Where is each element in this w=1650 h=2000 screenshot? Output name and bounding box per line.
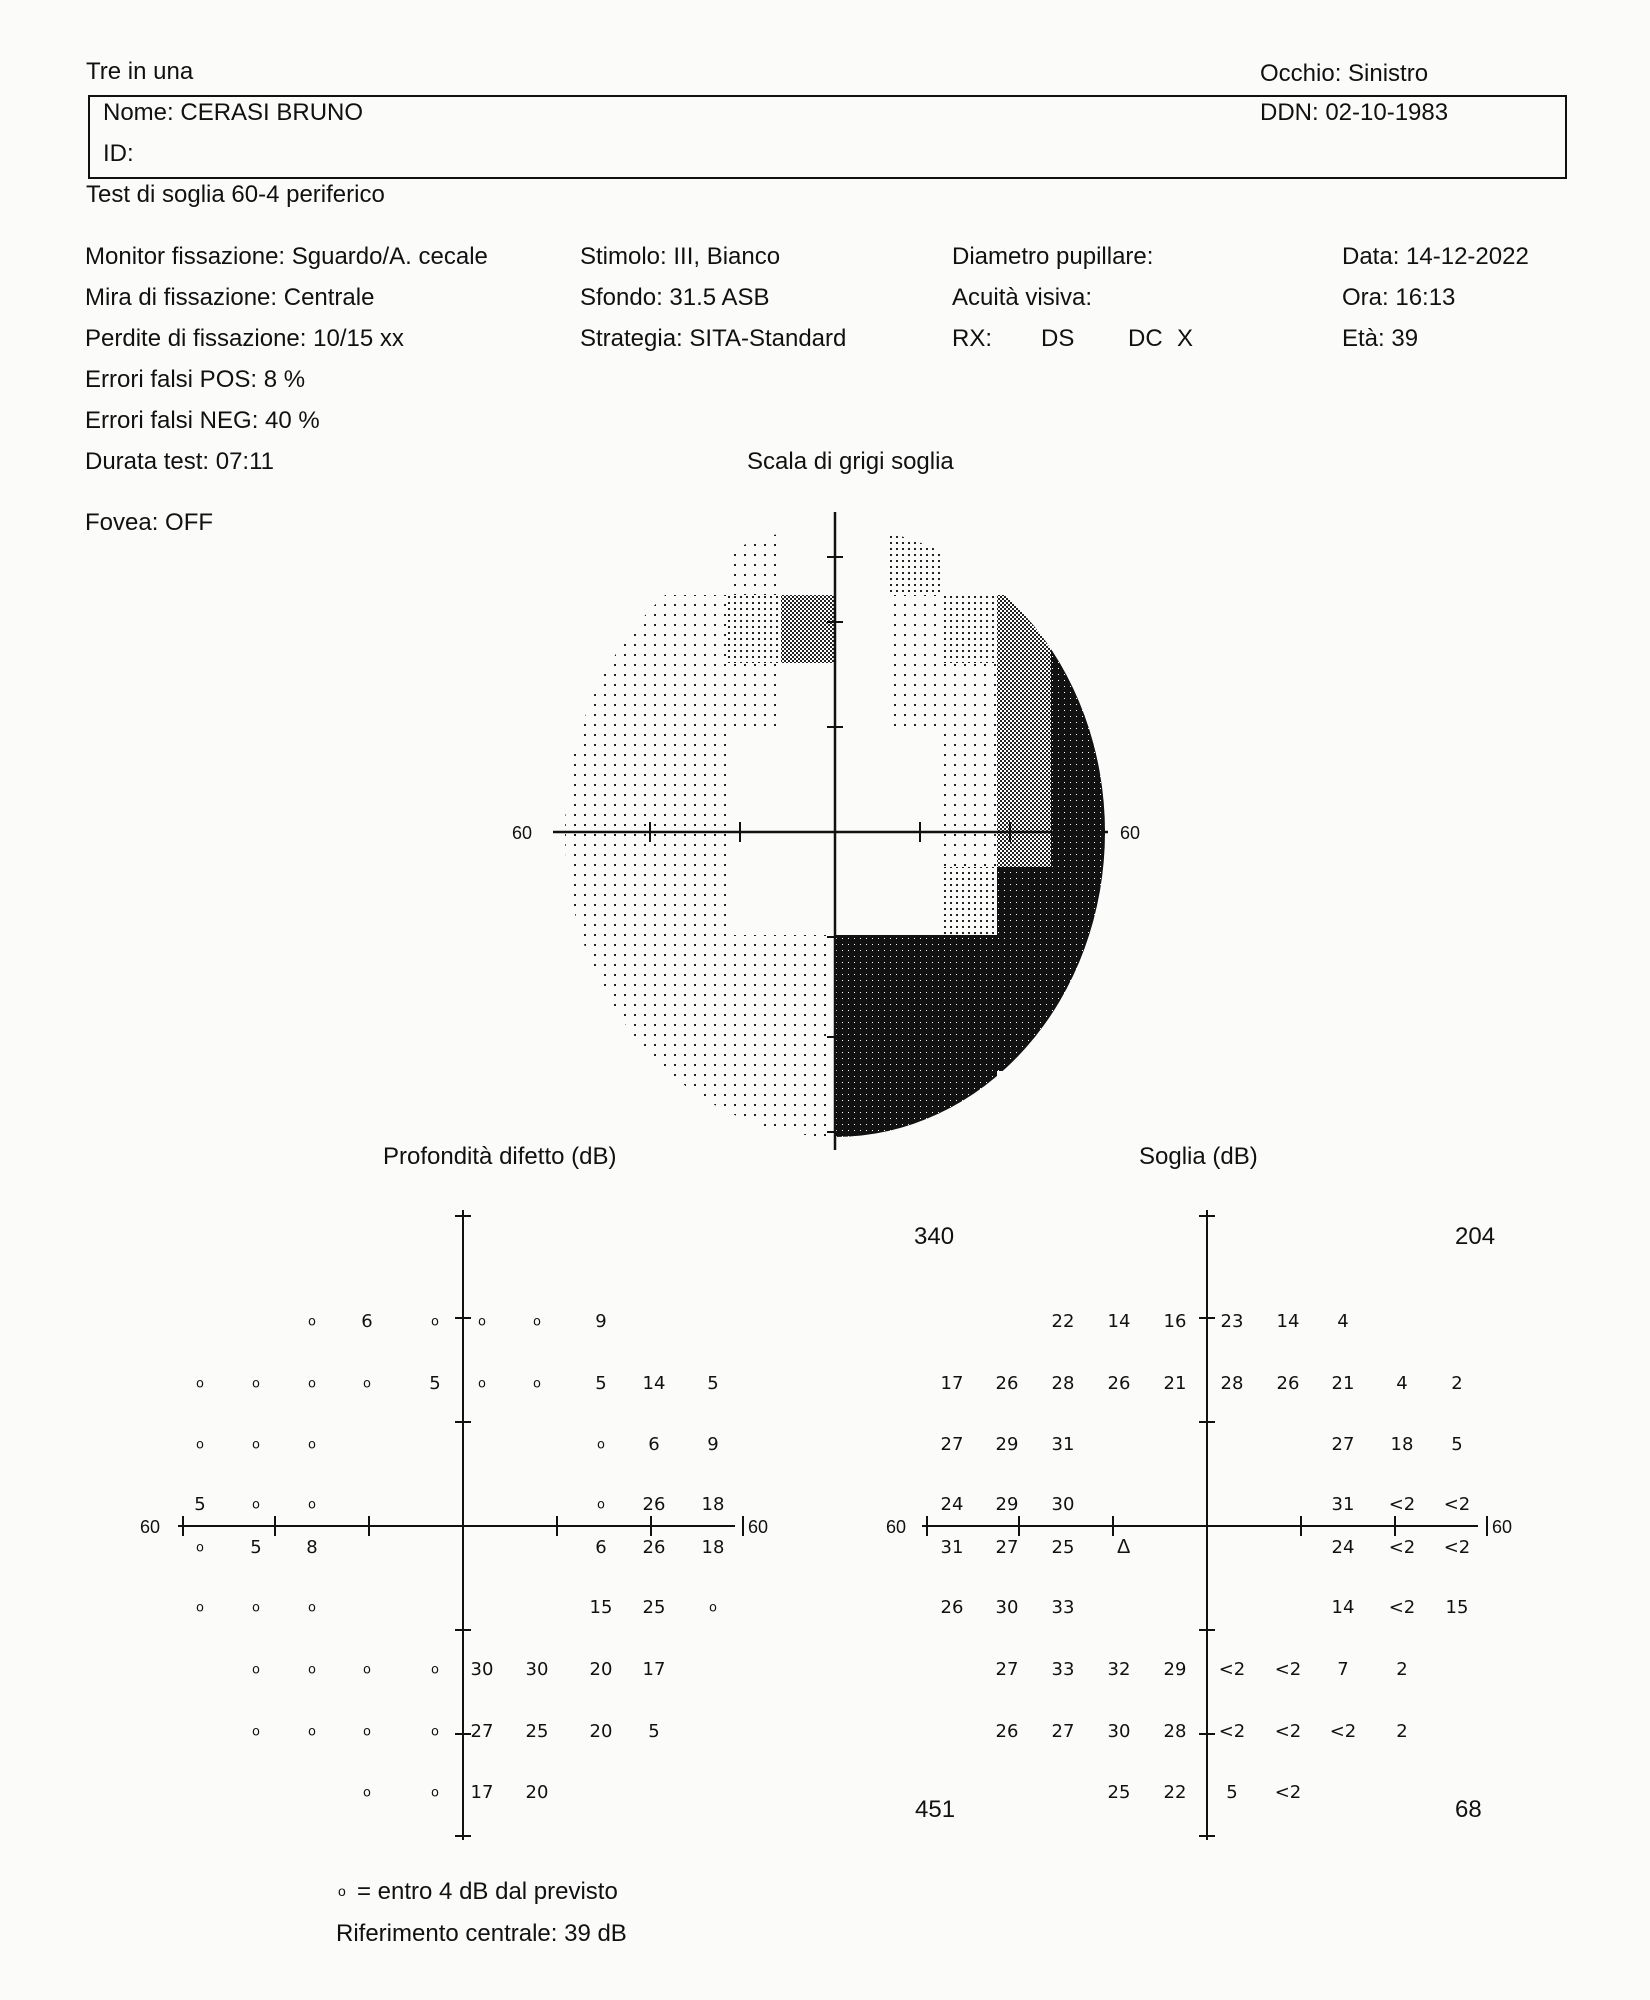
defect-value-r2-c7: o — [597, 1437, 605, 1453]
threshold-value-r7-c5: <2 — [1218, 1721, 1246, 1742]
threshold-value-r2-c9: 5 — [1451, 1434, 1463, 1455]
false-neg-errors: Errori falsi NEG: 40 % — [85, 407, 320, 434]
fixation-losses: Perdite di fissazione: 10/15 xx — [85, 325, 404, 352]
threshold-value-r6-c4: 29 — [1163, 1659, 1187, 1680]
threshold-title: Soglia (dB) — [1139, 1143, 1258, 1170]
fovea-status: Fovea: OFF — [85, 509, 214, 536]
threshold-value-r6-c5: <2 — [1218, 1659, 1246, 1680]
patient-id: ID: — [103, 140, 134, 167]
threshold-value-r5-c1: 30 — [995, 1597, 1019, 1618]
defect-value-r5-c0: o — [196, 1600, 204, 1616]
patient-name: Nome: CERASI BRUNO — [103, 99, 364, 126]
defect-value-r1-c8: 14 — [642, 1373, 666, 1394]
rx-axis: X — [1177, 325, 1194, 352]
threshold-value-r8-c4: 22 — [1163, 1782, 1187, 1803]
defect-value-r0-c4: o — [431, 1314, 439, 1330]
patient-age: Età: 39 — [1342, 325, 1419, 352]
threshold-value-r1-c2: 28 — [1051, 1373, 1075, 1394]
pupil-diameter: Diametro pupillare: — [952, 243, 1154, 270]
test-name: Test di soglia 60-4 periferico — [86, 181, 385, 208]
threshold-value-r7-c8: 2 — [1396, 1721, 1408, 1742]
defect-value-r3-c1: o — [252, 1497, 260, 1513]
threshold-value-r4-c9: <2 — [1443, 1537, 1471, 1558]
threshold-axis-left: 60 — [886, 1517, 907, 1537]
threshold-value-r8-c3: 25 — [1107, 1782, 1131, 1803]
threshold-value-r7-c6: <2 — [1274, 1721, 1302, 1742]
defect-value-r1-c6: o — [533, 1376, 541, 1392]
threshold-value-r0-c7: 4 — [1337, 1311, 1349, 1332]
threshold-value-r4-c1: 27 — [995, 1537, 1019, 1558]
threshold-value-r0-c3: 14 — [1107, 1311, 1131, 1332]
threshold-value-r2-c1: 29 — [995, 1434, 1019, 1455]
defect-value-r3-c0: 5 — [194, 1494, 206, 1515]
strategy: Strategia: SITA-Standard — [580, 325, 847, 352]
defect-value-r5-c7: 15 — [589, 1597, 613, 1618]
threshold-value-r6-c1: 27 — [995, 1659, 1019, 1680]
threshold-value-r2-c0: 27 — [940, 1434, 964, 1455]
threshold-value-r2-c8: 18 — [1390, 1434, 1414, 1455]
threshold-axis-right: 60 — [1492, 1517, 1513, 1537]
defect-value-r1-c3: o — [363, 1376, 371, 1392]
threshold-value-r1-c0: 17 — [940, 1373, 964, 1394]
defect-value-r7-c3: o — [363, 1724, 371, 1740]
defect-value-r4-c9: 18 — [701, 1537, 725, 1558]
defect-legend: = entro 4 dB dal previsto — [357, 1878, 618, 1905]
rx-ds: DS — [1041, 325, 1075, 352]
defect-value-r5-c9: o — [709, 1600, 717, 1616]
defect-value-r0-c5: o — [478, 1314, 486, 1330]
defect-value-r6-c6: 30 — [525, 1659, 549, 1680]
defect-value-r4-c1: 5 — [250, 1537, 262, 1558]
threshold-value-r8-c6: <2 — [1274, 1782, 1302, 1803]
threshold-value-r3-c9: <2 — [1443, 1494, 1471, 1515]
date-of-birth: DDN: 02-10-1983 — [1260, 99, 1449, 126]
defect-value-r6-c3: o — [363, 1662, 371, 1678]
legend-symbol: o — [338, 1883, 346, 1899]
threshold-value-r5-c7: 14 — [1331, 1597, 1355, 1618]
defect-value-r6-c7: 20 — [589, 1659, 613, 1680]
defect-value-r7-c7: 20 — [589, 1721, 613, 1742]
threshold-value-r1-c9: 2 — [1451, 1373, 1463, 1394]
threshold-value-r4-c0: 31 — [940, 1537, 964, 1558]
defect-depth-title: Profondità difetto (dB) — [383, 1143, 617, 1170]
quadrant-sum-lr: 68 — [1455, 1796, 1482, 1823]
defect-value-r3-c8: 26 — [642, 1494, 666, 1515]
defect-value-r0-c7: 9 — [595, 1311, 607, 1332]
rx-dc: DC — [1128, 325, 1163, 352]
defect-value-r6-c8: 17 — [642, 1659, 666, 1680]
threshold-value-r1-c1: 26 — [995, 1373, 1019, 1394]
threshold-value-r1-c7: 21 — [1331, 1373, 1355, 1394]
defect-value-r7-c5: 27 — [470, 1721, 494, 1742]
test-time: Ora: 16:13 — [1342, 284, 1456, 311]
defect-axis-left: 60 — [140, 1517, 161, 1537]
fixation-monitor: Monitor fissazione: Sguardo/A. cecale — [85, 243, 488, 270]
quadrant-sum-ll: 451 — [915, 1796, 956, 1823]
threshold-value-r2-c2: 31 — [1051, 1434, 1075, 1455]
threshold-value-r0-c5: 23 — [1220, 1311, 1244, 1332]
threshold-value-r3-c2: 30 — [1051, 1494, 1075, 1515]
threshold-value-r1-c5: 28 — [1220, 1373, 1244, 1394]
defect-value-r7-c4: o — [431, 1724, 439, 1740]
fixation-target: Mira di fissazione: Centrale — [85, 284, 375, 311]
defect-value-r3-c9: 18 — [701, 1494, 725, 1515]
defect-value-r0-c2: o — [308, 1314, 316, 1330]
eye-label: Occhio: Sinistro — [1260, 60, 1429, 87]
threshold-value-r6-c8: 2 — [1396, 1659, 1408, 1680]
threshold-value-r6-c6: <2 — [1274, 1659, 1302, 1680]
defect-value-r2-c9: 9 — [707, 1434, 719, 1455]
defect-value-r4-c2: 8 — [306, 1537, 318, 1558]
defect-value-r5-c1: o — [252, 1600, 260, 1616]
defect-value-r1-c2: o — [308, 1376, 316, 1392]
threshold-value-r0-c6: 14 — [1276, 1311, 1300, 1332]
background: Sfondo: 31.5 ASB — [580, 284, 770, 311]
defect-value-r5-c8: 25 — [642, 1597, 666, 1618]
defect-value-r8-c5: 17 — [470, 1782, 494, 1803]
defect-value-r8-c6: 20 — [525, 1782, 549, 1803]
threshold-value-r5-c9: 15 — [1445, 1597, 1469, 1618]
defect-value-r6-c5: 30 — [470, 1659, 494, 1680]
defect-value-r1-c1: o — [252, 1376, 260, 1392]
threshold-value-r3-c1: 29 — [995, 1494, 1019, 1515]
threshold-value-r6-c2: 33 — [1051, 1659, 1075, 1680]
threshold-value-r7-c2: 27 — [1051, 1721, 1075, 1742]
greyscale-axis-left: 60 — [512, 823, 533, 843]
defect-value-r4-c8: 26 — [642, 1537, 666, 1558]
defect-value-r7-c6: 25 — [525, 1721, 549, 1742]
stimulus: Stimolo: III, Bianco — [580, 243, 781, 270]
defect-value-r8-c4: o — [431, 1785, 439, 1801]
defect-value-r1-c9: 5 — [707, 1373, 719, 1394]
threshold-value-r3-c7: 31 — [1331, 1494, 1355, 1515]
threshold-value-r6-c3: 32 — [1107, 1659, 1131, 1680]
defect-value-r6-c1: o — [252, 1662, 260, 1678]
greyscale-title: Scala di grigi soglia — [747, 448, 954, 475]
quadrant-sum-ul: 340 — [914, 1223, 955, 1250]
defect-value-r7-c8: 5 — [648, 1721, 660, 1742]
defect-value-r2-c2: o — [308, 1437, 316, 1453]
threshold-value-r4-c7: 24 — [1331, 1537, 1355, 1558]
defect-value-r2-c0: o — [196, 1437, 204, 1453]
quadrant-sum-ur: 204 — [1455, 1223, 1496, 1250]
defect-value-r3-c2: o — [308, 1497, 316, 1513]
rx-label: RX: — [952, 325, 993, 352]
defect-value-r6-c2: o — [308, 1662, 316, 1678]
defect-value-r7-c1: o — [252, 1724, 260, 1740]
defect-value-r1-c0: o — [196, 1376, 204, 1392]
defect-value-r4-c0: o — [196, 1540, 204, 1556]
greyscale-axis-right: 60 — [1120, 823, 1141, 843]
threshold-value-r7-c7: <2 — [1329, 1721, 1357, 1742]
threshold-value-r2-c7: 27 — [1331, 1434, 1355, 1455]
threshold-value-r4-c8: <2 — [1388, 1537, 1416, 1558]
defect-value-r1-c4: 5 — [429, 1373, 441, 1394]
defect-value-r7-c2: o — [308, 1724, 316, 1740]
defect-value-r0-c3: 6 — [361, 1311, 373, 1332]
blind-spot-marker: Δ — [1117, 1536, 1131, 1558]
central-reference: Riferimento centrale: 39 dB — [336, 1920, 627, 1947]
threshold-value-r0-c2: 22 — [1051, 1311, 1075, 1332]
defect-value-r1-c5: o — [478, 1376, 486, 1392]
test-duration: Durata test: 07:11 — [85, 448, 274, 475]
test-date: Data: 14-12-2022 — [1342, 243, 1529, 270]
defect-value-r3-c7: o — [597, 1497, 605, 1513]
threshold-value-r5-c8: <2 — [1388, 1597, 1416, 1618]
threshold-value-r8-c5: 5 — [1226, 1782, 1238, 1803]
threshold-value-r7-c4: 28 — [1163, 1721, 1187, 1742]
report-title: Tre in una — [86, 58, 194, 85]
threshold-value-r5-c2: 33 — [1051, 1597, 1075, 1618]
defect-value-r5-c2: o — [308, 1600, 316, 1616]
threshold-value-r3-c8: <2 — [1388, 1494, 1416, 1515]
defect-value-r8-c3: o — [363, 1785, 371, 1801]
threshold-value-r0-c4: 16 — [1163, 1311, 1187, 1332]
threshold-value-r7-c1: 26 — [995, 1721, 1019, 1742]
threshold-value-r3-c0: 24 — [940, 1494, 964, 1515]
threshold-value-r1-c4: 21 — [1163, 1373, 1187, 1394]
defect-value-r6-c4: o — [431, 1662, 439, 1678]
visual-acuity: Acuità visiva: — [952, 284, 1093, 311]
defect-value-r1-c7: 5 — [595, 1373, 607, 1394]
threshold-value-r1-c3: 26 — [1107, 1373, 1131, 1394]
defect-value-r0-c6: o — [533, 1314, 541, 1330]
threshold-value-r7-c3: 30 — [1107, 1721, 1131, 1742]
defect-value-r4-c7: 6 — [595, 1537, 607, 1558]
threshold-value-r5-c0: 26 — [940, 1597, 964, 1618]
defect-value-r2-c8: 6 — [648, 1434, 660, 1455]
threshold-value-r6-c7: 7 — [1337, 1659, 1349, 1680]
false-pos-errors: Errori falsi POS: 8 % — [85, 366, 306, 393]
defect-axis-right: 60 — [748, 1517, 769, 1537]
threshold-value-r1-c6: 26 — [1276, 1373, 1300, 1394]
defect-value-r2-c1: o — [252, 1437, 260, 1453]
threshold-value-r4-c2: 25 — [1051, 1537, 1075, 1558]
threshold-value-r1-c8: 4 — [1396, 1373, 1408, 1394]
